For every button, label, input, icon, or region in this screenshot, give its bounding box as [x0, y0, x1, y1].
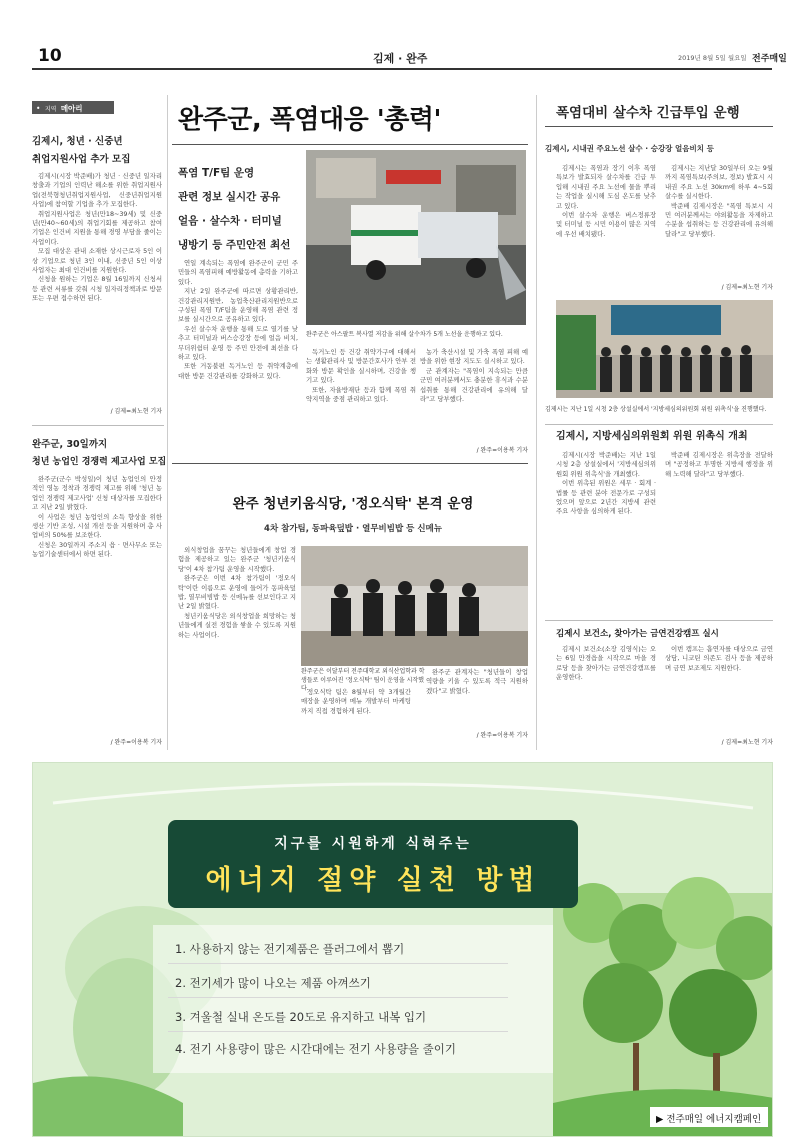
ad-item: 4. 전기 사용량이 많은 시간대에는 전기 사용량을 줄이기 — [175, 1042, 456, 1056]
person — [459, 597, 479, 636]
main-headline: 완주군, 폭염대응 '총력' — [178, 105, 441, 135]
subhead: 관련 정보 실시간 공유 — [178, 191, 281, 203]
building — [456, 165, 516, 215]
tag-bullet-icon: • — [36, 104, 41, 113]
paragraph: 이 사업은 청년 농업인의 소득 향상을 위한 생산 기반 조성, 시설 개선 등을 지원하며 총 사업비의 50%를 보조한다. — [32, 512, 162, 540]
article-headline: 폭염대비 살수차 긴급투입 운행 — [556, 105, 740, 121]
truck-wheel — [466, 258, 486, 278]
truck-tank — [418, 212, 498, 258]
ad-item: 2. 전기세가 많이 나오는 제품 아껴쓰기 — [175, 976, 371, 990]
ad-footer-label — [650, 1107, 768, 1127]
person — [641, 347, 651, 357]
paragraph: 김제시(시장 박준배)는 지난 1일 시청 2층 상설실에서 '지방세심의위원회 위원 위촉식'을 개최했다. — [556, 451, 656, 478]
article-body — [665, 645, 773, 737]
person — [462, 583, 476, 597]
byline: / 김제=최노현 기자 — [721, 284, 773, 291]
tag-badge: 지역 — [44, 106, 57, 113]
column-divider — [536, 95, 537, 750]
ad-footer-text: ▶ 전주매일 에너지캠페인 — [656, 1114, 762, 1125]
tag-text: 메아리 — [60, 104, 83, 113]
ad-divider — [168, 963, 508, 964]
building-window — [316, 158, 376, 198]
ad-item: 1. 사용하지 않는 전기제품은 플러그에서 뽑기 — [175, 942, 405, 956]
paper-name: 전주매일 — [752, 54, 787, 64]
byline: / 완주=이용복 기자 — [476, 732, 528, 739]
paragraph: 신청은 30일까지 주소지 읍 · 면사무소 또는 농업기술센터에서 하면 된다. — [32, 540, 162, 559]
paragraph: 박준배 김제시장은 "폭염 특보시 시민 여러분께서는 야외활동을 자제하고 수분을 섭취하는 등 건강관리에 유의해 달라"고 당부했다. — [665, 201, 773, 238]
person — [395, 595, 415, 636]
paragraph: 김제시(시장 박준배)가 청년 · 신중년 일자리 창출과 기업의 인력난 해소를 위한 취업지원사업(전북형청년취업지원사업, 신중년취업지원사업)에 참여할 기업을 추가 모집한다. — [32, 172, 162, 209]
issue-date: 2019년 8월 5일 월요일 — [678, 54, 747, 62]
article-body — [178, 259, 298, 437]
banner — [611, 305, 721, 335]
person — [660, 355, 672, 392]
article-body — [556, 451, 656, 614]
person — [721, 347, 731, 357]
photo-illustration — [306, 150, 526, 325]
divider — [172, 463, 528, 464]
divider — [545, 126, 773, 127]
photo-caption: 김제시는 지난 1일 시청 2층 상설실에서 '지방세심의위원회 위원 위촉식'을 진행했다. — [545, 406, 767, 413]
paragraph: 이번 위촉된 위원은 세무 · 회계 · 법률 등 관련 분야 전문가로 구성되었으며 앞으로 2년간 지방세 관련 주요 사항을 심의하게 된다. — [556, 479, 656, 516]
section-name: 김제 · 완주 — [373, 52, 428, 65]
person — [398, 581, 412, 595]
person — [334, 584, 348, 598]
person — [661, 345, 671, 355]
paragraph: 이번 살수차 운행은 버스정류장 및 터미널 등 시민 이용이 많은 지역에 우선 배치됐다. — [556, 211, 656, 238]
person — [681, 347, 691, 357]
column-tag — [32, 101, 114, 114]
paragraph: 농가 축산시설 및 가축 폭염 피해 예방을 위한 현장 지도도 실시하고 있다. — [420, 348, 528, 366]
paragraph: 연일 계속되는 폭염에 완주군이 군민 주민들의 폭염피해 예방활동에 총력을 기하고 있다. — [178, 259, 298, 286]
photo-caption: 완주군은 이달부터 전주대학교 외식산업학과 학생들로 이루어진 '정오식탁' 팀이 운영을 시작했다. — [301, 668, 425, 692]
article-title: 김제시, 청년 · 신중년 — [32, 136, 123, 147]
water-truck-photo — [306, 150, 526, 325]
truck-stripe — [351, 230, 421, 236]
tree — [583, 963, 663, 1043]
article-body — [306, 348, 416, 444]
article-title: 김제시, 지방세심의위원회 위원 위촉식 개최 — [556, 431, 748, 442]
article-body — [32, 172, 162, 404]
article-body — [301, 688, 411, 750]
photo-illustration — [556, 300, 773, 398]
grass — [33, 1076, 183, 1137]
article-title: 청년 농업인 경쟁력 제고사업 모집 — [32, 457, 167, 467]
person — [701, 345, 711, 355]
article-body — [556, 645, 656, 737]
divider — [32, 425, 164, 426]
headline-rule — [172, 144, 528, 145]
article-subhead: 김제시, 시내권 주요노선 살수 · 승강장 얼음비치 등 — [545, 144, 714, 153]
committee-photo — [556, 300, 773, 398]
person — [430, 579, 444, 593]
paragraph: 또한, 자율방재단 등과 함께 폭염 취약지역을 중점 관리하고 있다. — [306, 385, 416, 404]
plant — [556, 315, 596, 390]
article-body — [32, 475, 162, 731]
person — [621, 345, 631, 355]
person — [640, 357, 652, 392]
paragraph: 모집 대상은 관내 소재한 상시근로자 5인 이상 기업으로 청년 3인 이내, 신중년 5인 이상 사업자는 최대 인건비를 지원한다. — [32, 247, 162, 275]
article-body — [556, 164, 656, 284]
paragraph: 취업지원사업은 청년(만18~39세) 및 신중년(만40~60세)의 취업기회를 제공하고 참여기업은 인건비 지원을 통해 경영 부담을 줄이는 사업이다. — [32, 209, 162, 246]
paragraph: 군 관계자는 "폭염이 지속되는 만큼 군민 여러분께서도 충분한 휴식과 수분섭취를 통해 건강관리에 유의해 달라"고 당부했다. — [420, 366, 528, 404]
tree — [669, 969, 757, 1057]
person — [601, 347, 611, 357]
person — [600, 357, 612, 392]
person — [700, 355, 712, 392]
person — [363, 593, 383, 636]
byline: / 완주=이용복 기자 — [110, 739, 162, 746]
paragraph: 김제시 보건소(소장 김영식)는 오는 6일 만경읍을 시작으로 마을 경로당 등을 찾아가는 금연건강캠프를 운영한다. — [556, 645, 656, 682]
divider — [545, 424, 773, 425]
decor-arc — [53, 784, 753, 808]
article-title: 완주군, 30일까지 — [32, 439, 108, 450]
paragraph: 완주군(군수 박성일)이 청년 농업인의 안정적인 영농 정착과 경쟁력 제고를 위해 '청년 농업인 경쟁력 제고사업' 신청 대상자를 모집한다고 지난 2일 밝혔다. — [32, 475, 162, 512]
subhead: 폭염 T/F팀 운영 — [178, 167, 255, 179]
paragraph: 우선 살수차 운행을 통해 도로 열기를 낮추고 터미널과 버스승강장 등에 얼음 비치, 무더위쉼터 운영 등 주민 안전에 최선을 다하고 있다. — [178, 324, 298, 362]
photo-caption: 완주군은 아스팔트 복사열 저감을 위해 살수차가 5개 노선을 운행하고 있다. — [306, 331, 503, 338]
paragraph: 김제시는 폭염과 장기 이후 폭염특보가 발효되자 살수차를 긴급 투입해 시내권 주요 노선에 물을 뿌리는 작업을 실시해 도심 온도를 낮추고 있다. — [556, 164, 656, 210]
paragraph: 청년키움식당은 외식창업을 희망하는 청년들에게 실전 경험을 쌓을 수 있도록 지원하는 사업이다. — [178, 611, 296, 639]
photo-illustration — [301, 546, 528, 666]
person — [741, 345, 751, 355]
page-number: 10 — [38, 46, 62, 66]
divider — [545, 620, 773, 621]
ad-divider — [168, 997, 508, 998]
article-body — [420, 348, 528, 444]
paragraph: 김제시는 지난달 30일부터 오는 9월까지 폭염특보(주의보, 경보) 발효시 시내권 주요 노선 30km에 하루 4~5회 살수를 실시한다. — [665, 164, 773, 201]
person — [740, 355, 752, 392]
article-subhead: 4차 참가팀, 동파육덮밥 · 열무비빔밥 등 신메뉴 — [264, 524, 442, 534]
byline: / 김제=최노현 기자 — [721, 739, 773, 746]
paragraph: 완주군은 이번 4차 참가팀이 '정오식탁'이란 이름으로 운영에 들어가 동파육덮밥, 열무비빔밥 등 신메뉴를 선보인다고 지난 2일 밝혔다. — [178, 574, 296, 611]
article-title: 취업지원사업 추가 모집 — [32, 154, 131, 165]
chefs-photo — [301, 546, 528, 666]
ad-divider — [168, 1031, 508, 1032]
paragraph: 지난 2일 완주군에 따르면 상황관리반, 건강관리지원반, 농업축산관리지원반으로 구성된 폭염 T/F팀을 운영해 폭염 관련 정보를 실시간으로 공유하고 있다. — [178, 287, 298, 324]
column-divider — [167, 95, 168, 750]
person — [720, 357, 732, 392]
article-body — [665, 451, 773, 614]
article-headline: 완주 청년키움식당, '정오식탁' 본격 운영 — [232, 496, 474, 512]
counter — [301, 631, 528, 666]
person — [366, 579, 380, 593]
person — [620, 355, 632, 392]
paragraph: 독거노인 등 건강 취약가구에 대해서는 생활관리사 및 방문간호사가 안부 전화와 방문 확인을 실시하며, 건강을 챙기고 있다. — [306, 348, 416, 385]
person — [427, 593, 447, 636]
subhead: 냉방기 등 주민안전 최선 — [178, 239, 291, 251]
chef-group — [331, 579, 479, 636]
ad-item: 3. 겨울철 실내 온도를 20도로 유지하고 내복 입기 — [175, 1010, 427, 1024]
paragraph: 완주군 관계자는 "청년들이 창업 역량을 키울 수 있도록 적극 지원하겠다"고 밝혔다. — [426, 668, 528, 695]
paragraph: 외식창업을 꿈꾸는 청년들에게 창업 경험을 제공하고 있는 완주군 '청년키움식당'이 4차 참가팀 운영을 시작했다. — [178, 546, 296, 573]
article-body — [665, 164, 773, 280]
truck-wheel — [366, 260, 386, 280]
ad-small-title: 지구를 시원하게 식혀주는 — [274, 836, 472, 852]
subhead: 얼음 · 살수차 · 터미널 — [178, 215, 282, 227]
kitchen-wall — [301, 546, 528, 586]
paragraph: 박준배 김제시장은 위촉장을 전달하며 "공정하고 투명한 지방세 행정을 위해 노력해 달라"고 당부했다. — [665, 451, 773, 478]
paragraph: 정오식탁 팀은 8월부터 약 3개월간 매장을 운영하며 메뉴 개발부터 마케팅까지 직접 경험하게 된다. — [301, 688, 411, 715]
shop-sign — [386, 170, 441, 184]
paragraph: 신청을 원하는 기업은 8월 16일까지 신청서 등 관련 서류를 갖춰 시청 일자리정책과로 방문 또는 우편 접수하면 된다. — [32, 275, 162, 303]
person — [680, 357, 692, 392]
header-rule — [32, 68, 772, 70]
paragraph: 또한 거동불편 독거노인 등 취약계층에 대한 방문 건강관리를 강화하고 있다. — [178, 362, 298, 380]
paragraph: 이번 캠프는 흡연자를 대상으로 금연 상담, 니코틴 의존도 검사 등을 제공하며 금연 보조제도 지원한다. — [665, 645, 773, 672]
article-body — [178, 546, 296, 750]
article-body — [426, 668, 528, 726]
article-title: 김제시 보건소, 찾아가는 금연건강캠프 실시 — [556, 629, 719, 639]
byline: / 완주=이용복 기자 — [476, 447, 528, 454]
ad-big-title: 에너지 절약 실천 방법 — [205, 865, 541, 896]
byline: / 김제=최노현 기자 — [110, 408, 162, 415]
person — [331, 598, 351, 636]
subheads — [178, 161, 298, 257]
